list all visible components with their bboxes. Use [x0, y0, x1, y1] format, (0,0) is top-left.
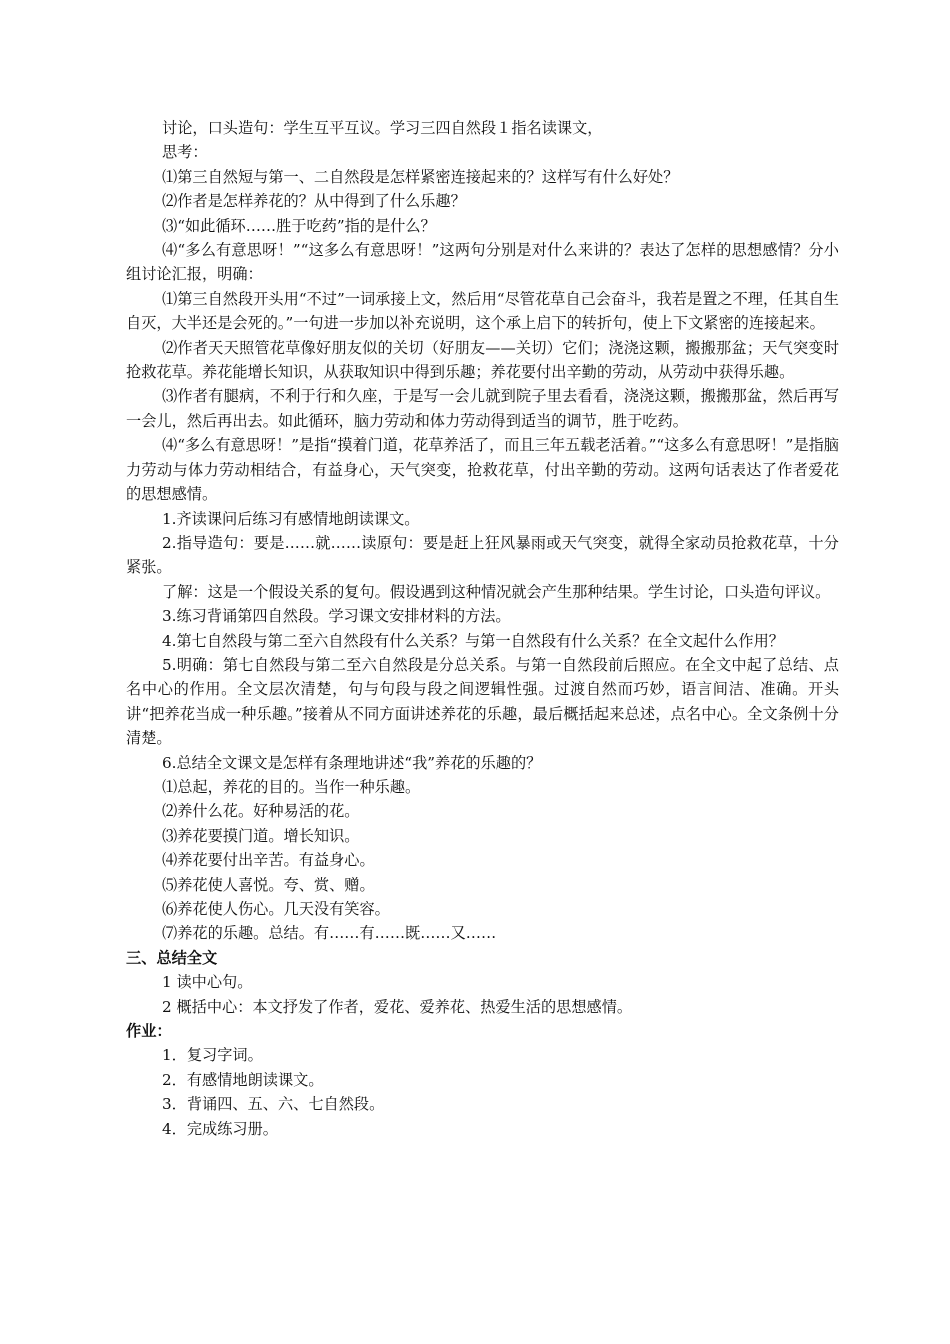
answer-paragraph: ⑵作者天天照管花草像好朋友似的关切（好朋友——关切）它们；浇浇这颗，搬搬那盆；天气突变时抢救花草。养花能增长知识，从获取知识中得到乐趣；养花要付出辛勤的劳动，从劳动中获得乐趣。: [126, 338, 839, 382]
homework-item: 1．复习字词。: [162, 1046, 263, 1065]
paragraph: 了解：这是一个假设关系的复句。假设遇到这种情况就会产生那种结果。学生讨论，口头造句评议。: [162, 582, 831, 601]
question-item: ⑴第三自然短与第一、二自然段是怎样紧密连接起来的？这样写有什么好处？: [162, 167, 679, 186]
document-page: [126, 116, 839, 1141]
summary-item: 2 概括中心：本文抒发了作者，爱花、爱养花、热爱生活的思想感情。: [162, 997, 633, 1016]
answer-paragraph: ⑷“多么有意思呀！”是指“摸着门道，花草养活了，而且三年五载老活着。”“这多么有意思呀！”是指脑力劳动与体力劳动相结合，有益身心，天气突变，抢救花草，付出辛勤的劳动。这两句话表达了作者爱花的思想感情。: [126, 436, 839, 504]
paragraph: 思考：: [162, 143, 208, 162]
question-item: ⑷“多么有意思呀！”“这多么有意思呀！”这两句分别是对什么来讲的？表达了怎样的思想感情？分小组讨论汇报，明确：: [126, 241, 839, 284]
paragraph: 1.齐读课问后练习有感情地朗读课文。: [162, 509, 420, 528]
homework-item: 3．背诵四、五、六、七自然段。: [162, 1095, 385, 1114]
homework-item: 2．有感情地朗读课文。: [162, 1070, 324, 1089]
outline-item: ⑴总起，养花的目的。当作一种乐趣。: [162, 777, 421, 796]
paragraph: 3.练习背诵第四自然段。学习课文安排材料的方法。: [162, 607, 511, 626]
outline-item: ⑹养花使人伤心。几天没有笑容。: [162, 900, 390, 918]
answer-paragraph: ⑶作者有腿病，不利于行和久座，于是写一会儿就到院子里去看看，浇浇这颗，搬搬那盆，然后再写一会儿，然后再出去。如此循环，脑力劳动和体力劳动得到适当的调节，胜于吃药。: [126, 387, 839, 430]
homework-item: 4．完成练习册。: [162, 1119, 278, 1138]
outline-item: ⑸养花使人喜悦。夸、赏、赠。: [162, 875, 375, 894]
section-heading: 三、总结全文: [126, 948, 218, 967]
paragraph: 5.明确：第七自然段与第二至六自然段是分总关系。与第一自然段前后照应。在全文中起了总结、点名中心的作用。全文层次清楚，句与句段与段之间逻辑性强。过渡自然而巧妙，语言间洁、准确。开头讲“把养花当成一种乐趣。”接着从不同方面讲述养花的乐趣，最后概括起来总述，点名中心。全文条例十分清楚。: [126, 655, 839, 748]
answer-paragraph: ⑴第三自然段开头用“不过”一词承接上文，然后用“尽管花草自己会奋斗，我若是置之不理，任其自生自灭，大半还是会死的。”一句进一步加以补充说明，这个承上启下的转折句，使上下文紧密的连接起来。: [126, 289, 839, 333]
outline-item: ⑵养什么花。好种易活的花。: [162, 802, 360, 821]
homework-heading: 作业：: [126, 1022, 172, 1041]
summary-item: 1 读中心句。: [162, 973, 253, 992]
paragraph: 6.总结全文课文是怎样有条理地讲述“我”养花的乐趣的？: [162, 753, 542, 772]
outline-item: ⑺养花的乐趣。总结。有……有……既……又……: [162, 924, 497, 943]
outline-item: ⑶养花要摸门道。增长知识。: [162, 826, 360, 845]
paragraph: 2.指导造句：要是……就……读原句：要是赶上狂风暴雨或天气突变，就得全家动员抢救花草，十分紧张。: [126, 533, 839, 577]
question-item: ⑵作者是怎样养花的？从中得到了什么乐趣？: [162, 192, 466, 211]
question-item: ⑶“如此循环……胜于吃药”指的是什么？: [162, 216, 436, 235]
paragraph: 4.第七自然段与第二至六自然段有什么关系？与第一自然段有什么关系？在全文起什么作用？: [162, 631, 784, 650]
outline-item: ⑷养花要付出辛苦。有益身心。: [162, 851, 375, 870]
paragraph: 讨论，口头造句：学生互平互议。学习三四自然段１指名读课文，: [162, 119, 603, 137]
